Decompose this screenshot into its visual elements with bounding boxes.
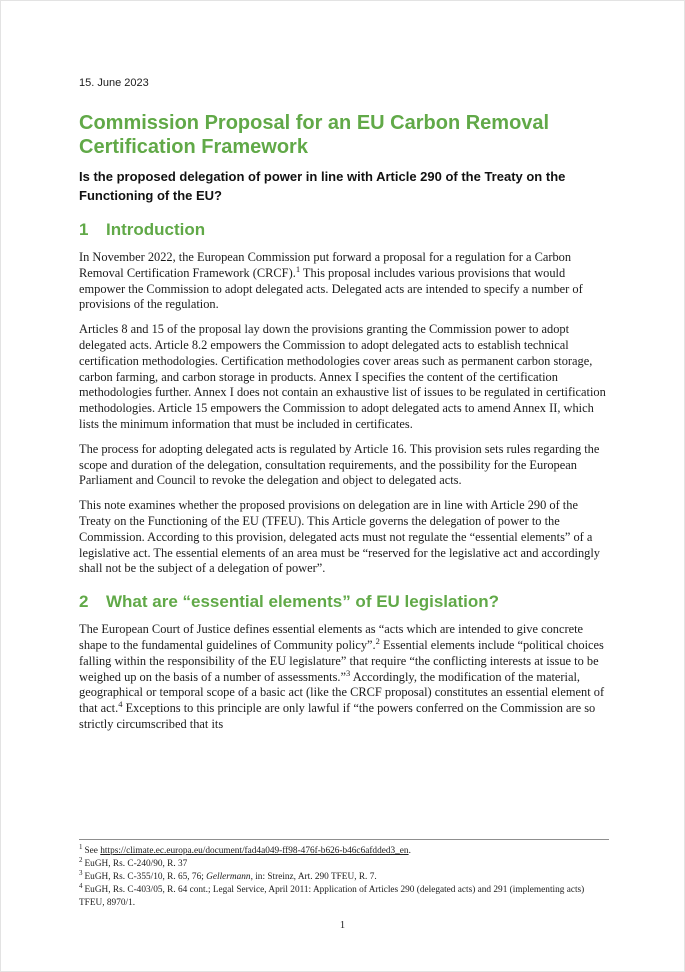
paragraph xyxy=(79,498,609,577)
footnote-reference: 3 xyxy=(346,667,351,678)
text-run: Exceptions to this principle are only lawful if “the powers conferred on the Commission are so strictly circumscribed that its xyxy=(79,701,596,731)
section-title: Introduction xyxy=(106,220,206,239)
footnote-text xyxy=(85,846,411,856)
footnote-marker: 2 xyxy=(79,855,83,864)
section-number: 2 xyxy=(79,592,89,612)
italic-text: Gellermann xyxy=(206,872,251,882)
section-heading-introduction xyxy=(79,219,609,241)
footnote-text xyxy=(85,872,377,882)
footnote-item xyxy=(79,881,609,910)
footnote-item xyxy=(79,842,609,858)
text-run: . xyxy=(408,846,411,856)
footnote-reference: 2 xyxy=(375,635,380,646)
text-run: In November 2022, the European Commission put forward a proposal for a regulation for a Carbon Removal Certification Framework (CRCF). xyxy=(79,250,572,280)
text-run: See xyxy=(84,846,101,856)
paragraph xyxy=(79,622,609,733)
paragraph xyxy=(79,442,609,489)
text-run: This proposal includes various provisions that would empower the Commission to adopt delegated acts. Delegated acts are intended to specify a number of provisions of the regulation. xyxy=(79,265,583,312)
page-number: 1 xyxy=(339,920,346,931)
text-run: This note examines whether the proposed provisions on delegation are in line with Article 290 of the Treaty on the Functioning of the EU (TFEU). This Article governs the delegation of power to the Commission. According to this provision, delegated acts must not regulate the “essential elements” of a legislative act. The essential elements of an area must be “reserved for the legislative act and accordingly shall not be the subject of a delegation of power”. xyxy=(79,498,600,576)
footnote-marker: 1 xyxy=(79,842,83,851)
text-run: The European Court of Justice defines essential elements as “acts which are intended to give concrete shape to the fundamental guidelines of Community policy”. xyxy=(79,622,584,652)
footnote-text xyxy=(85,859,188,869)
text-run: Articles 8 and 15 of the proposal lay down the provisions granting the Commission power to adopt delegated acts. Article 8.2 empowers the Commission to adopt delegated acts to establish technical certification methodologies. Certification methodologies cover areas such as permanent carbon storage, carbon farming, and carbon storage in products. Annex I specifies the content of the certification methodologies further. Annex I does not contain an exhaustive list of issues to be regulated in certification methodologies. Article 15 empowers the Commission to adopt delegated acts to amend Annex II, which lists the minimum information that must be included in certificates. xyxy=(79,322,606,431)
text-run: EuGH, Rs. C-240/90, R. 37 xyxy=(84,859,188,869)
footnote-item xyxy=(79,855,609,871)
document-title: Commission Proposal for an EU Carbon Removal Certification Framework xyxy=(79,112,550,158)
text-run: , in: Streinz, Art. 290 TFEU, R. 7. xyxy=(250,872,377,882)
footnote-text xyxy=(79,885,584,908)
section-number: 1 xyxy=(79,220,89,239)
footnote-item xyxy=(79,868,609,884)
document-content xyxy=(79,1,609,733)
text-run: Accordingly, the modification of the material, geographical or temporal scope of a basic act (like the CRCF proposal) constitutes an essential element of that act. xyxy=(79,669,605,716)
footnote-marker: 4 xyxy=(79,881,83,890)
footnote-link[interactable]: https://climate.ec.europa.eu/document/fad4a049-ff98-476f-b626-b46c6afdded3_en xyxy=(100,846,409,856)
document-date: 15. June 2023 xyxy=(79,77,149,89)
text-run: Essential elements include “political choices falling within the responsibility of the EU legislature” that require “the conflicting interests at issue to be weighed up on the basis of a number of assessments.” xyxy=(79,637,604,684)
footnote-marker: 3 xyxy=(79,868,83,877)
section-title: What are “essential elements” of EU legislation? xyxy=(106,592,499,612)
section-heading-essential-elements xyxy=(79,591,609,613)
paragraph xyxy=(79,322,609,433)
text-run: The process for adopting delegated acts is regulated by Article 16. This provision sets rules regarding the scope and duration of the delegation, consultation requirements, and the possibility for the European Parliament and Council to revoke the delegation and object to delegated acts. xyxy=(79,441,600,488)
document-subtitle: Is the proposed delegation of power in line with Article 290 of the Treaty on the Functioning of the EU? xyxy=(79,169,566,203)
footnote-reference: 4 xyxy=(118,699,123,709)
text-run: EuGH, Rs. C-355/10, R. 65, 76; xyxy=(84,872,207,882)
footnote-separator xyxy=(79,839,609,840)
paragraph xyxy=(79,250,609,313)
footnote-reference: 1 xyxy=(295,263,301,274)
text-run: EuGH, Rs. C-403/05, R. 64 cont.; Legal Service, April 2011: Application of Articles 290 (delegated acts) and 291 (implementing acts) TFEU, 8970/1. xyxy=(79,885,585,908)
footnotes-section xyxy=(79,839,609,910)
